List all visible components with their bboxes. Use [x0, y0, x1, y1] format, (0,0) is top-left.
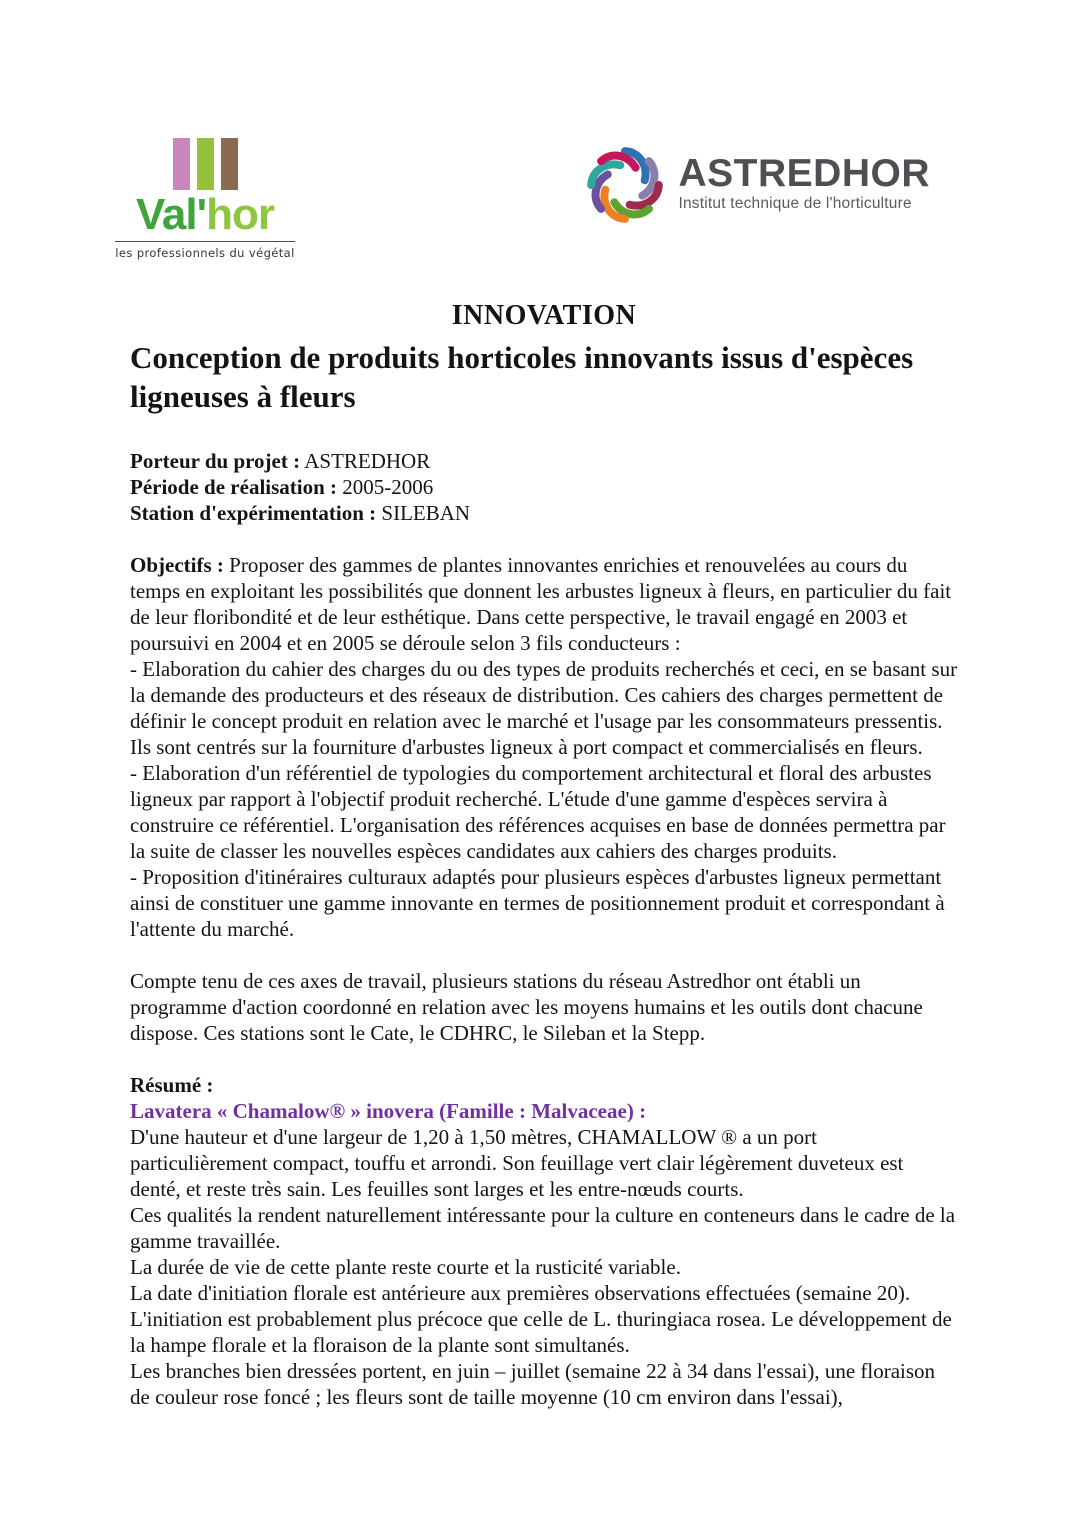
header — [0, 0, 1086, 260]
meta-periode-label: Période de réalisation : — [130, 475, 338, 499]
page-title: Conception de produits horticoles innovants issus d'espèces ligneuses à fleurs — [130, 340, 914, 414]
meta-periode — [130, 474, 958, 500]
valhor-wordmark — [136, 192, 274, 238]
valhor-wordmark-val: Val' — [136, 190, 207, 239]
fil-conducteur-1: - Elaboration du cahier des charges du ou des types de produits recherchés et ceci, en se basant sur la demande des producteurs et des réseaux de distribution. Ces cahiers des charges permettent de définir le concept produit en relation avec le marché et l'usage par les consommateurs pressentis. Ils sont centrés sur la fourniture d'arbustes ligneux à port compact et commercialisés en fleurs. — [130, 657, 958, 759]
resume-block — [130, 1072, 958, 1410]
compte-tenu-paragraph: Compte tenu de ces axes de travail, plusieurs stations du réseau Astredhor ont établi un programme d'action coordonné en relation avec les moyens humains et les outils dont chacune dispose. Ces stations sont le Cate, le CDHRC, le Sileban et la Stepp. — [130, 969, 923, 1045]
meta-station — [130, 500, 958, 526]
fil-conducteur-2: - Elaboration d'un référentiel de typologies du comportement architectural et floral des arbustes ligneux par rapport à l'objectif produit recherché. L'étude d'une gamme d'espèces servira à construire ce référentiel. L'organisation des références acquises en base de données permettra par la suite de classer les nouvelles espèces candidates aux cahiers des charges produits. — [130, 761, 946, 863]
objectifs-block — [130, 552, 958, 942]
resume-label: Résumé : — [130, 1073, 214, 1097]
astredhor-flower-icon — [578, 138, 672, 232]
objectifs-label: Objectifs : — [130, 553, 224, 577]
valhor-bar-green — [197, 138, 214, 190]
resume-paragraph-5: L'initiation est probablement plus précoce que celle de L. thuringiaca rosea. Le développement de la hampe florale et la floraison de la plante sont simultanés. — [130, 1307, 952, 1357]
meta-station-label: Station d'expérimentation : — [130, 501, 377, 525]
valhor-bar-brown — [221, 138, 238, 190]
objectifs-paragraph — [130, 552, 958, 656]
astredhor-wordmark: ASTREDHOR — [678, 152, 930, 195]
astredhor-logo — [578, 138, 930, 232]
valhor-logo-bars — [173, 138, 238, 190]
resume-paragraph-3: La durée de vie de cette plante reste courte et la rusticité variable. — [130, 1255, 681, 1279]
meta-station-value: SILEBAN — [381, 501, 471, 525]
meta-porteur — [130, 448, 958, 474]
valhor-logo — [115, 138, 295, 260]
resume-paragraph-1: D'une hauteur et d'une largeur de 1,20 à 1,50 mètres, CHAMALLOW ® a un port particulièrement compact, touffu et arrondi. Son feuillage vert clair légèrement duveteux est denté, et reste très sain. Les feuilles sont larges et les entre-nœuds courts. — [130, 1125, 904, 1201]
species-heading: Lavatera « Chamalow® » inovera (Famille : Malvaceae) : — [130, 1099, 647, 1123]
compte-tenu-block — [130, 968, 958, 1046]
project-meta — [130, 448, 958, 526]
meta-porteur-label: Porteur du projet : — [130, 449, 301, 473]
astredhor-subtitle: Institut technique de l'horticulture — [678, 195, 912, 212]
resume-paragraph-6: Les branches bien dressées portent, en juin – juillet (semaine 22 à 34 dans l'essai), une floraison de couleur rose foncé ; les fleurs sont de taille moyenne (10 cm environ dans l'essai), — [130, 1359, 936, 1409]
kicker-innovation: INNOVATION — [451, 300, 637, 331]
valhor-wordmark-hor: hor — [206, 190, 274, 239]
document-content — [0, 300, 1086, 1410]
meta-porteur-value: ASTREDHOR — [304, 449, 431, 473]
objectifs-text: Proposer des gammes de plantes innovantes enrichies et renouvelées au cours du temps en exploitant les possibilités que donnent les arbustes ligneux à fleurs, en particulier du fait de leur floribondité et de leur esthétique. Dans cette perspective, le travail engagé en 2003 et poursuivi en 2004 et en 2005 se déroule selon 3 fils conducteurs : — [130, 553, 952, 655]
resume-paragraph-4: La date d'initiation florale est antérieure aux premières observations effectuées (semaine 20). — [130, 1281, 911, 1305]
fil-conducteur-3: - Proposition d'itinéraires culturaux adaptés pour plusieurs espèces d'arbustes ligneux permettant ainsi de constituer une gamme innovante en termes de positionnement produit et correspondant à l'attente du marché. — [130, 865, 945, 941]
astredhor-text — [678, 154, 930, 214]
valhor-tagline: les professionnels du végétal — [115, 241, 294, 260]
valhor-bar-pink — [173, 138, 190, 190]
meta-periode-value: 2005-2006 — [342, 475, 434, 499]
resume-paragraph-2: Ces qualités la rendent naturellement intéressante pour la culture en conteneurs dans le cadre de la gamme travaillée. — [130, 1203, 956, 1253]
